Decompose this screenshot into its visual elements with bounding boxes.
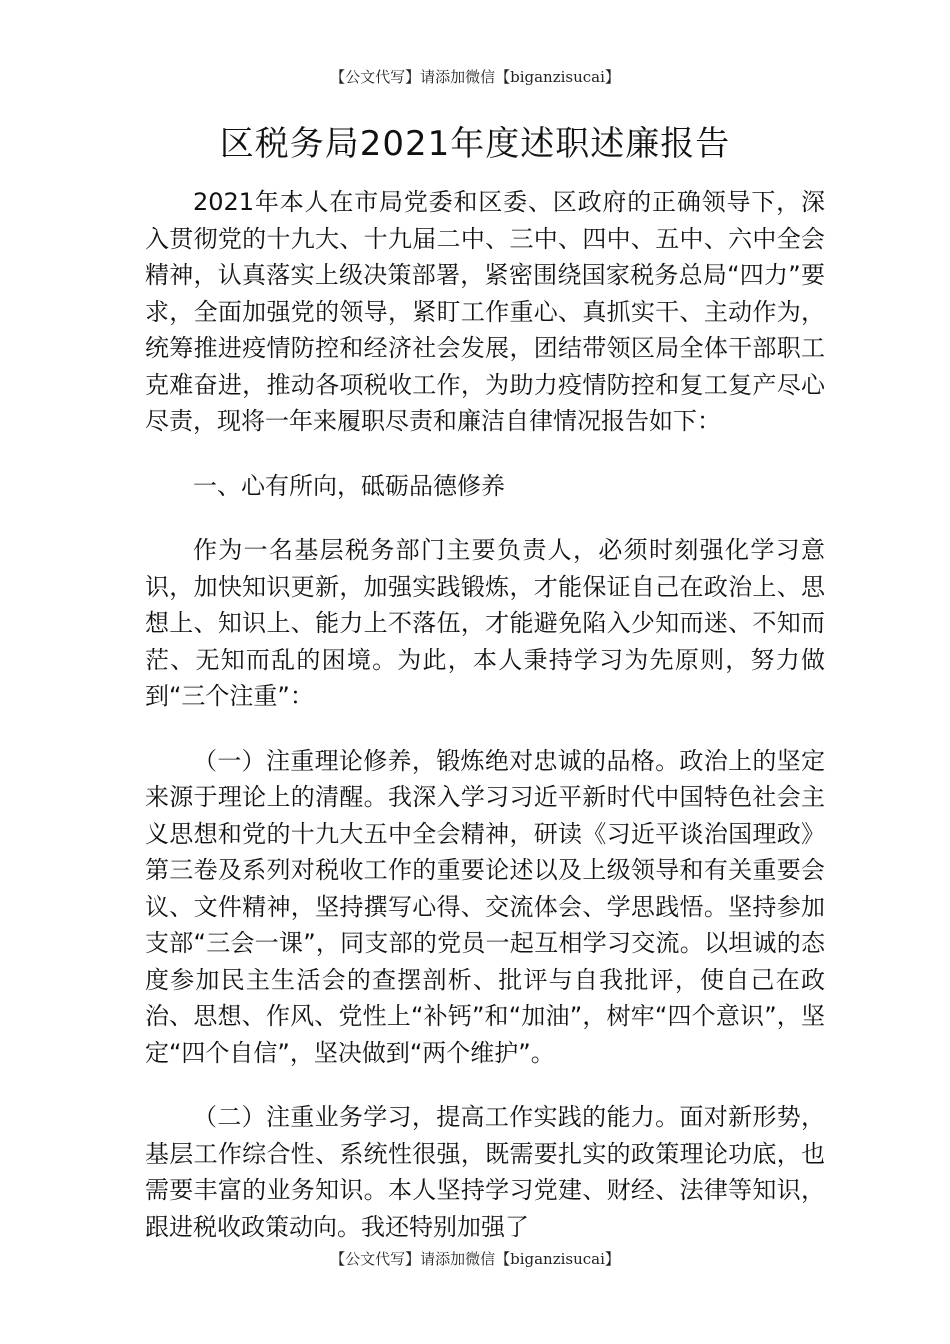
intro-paragraph: 2021年本人在市局党委和区委、区政府的正确领导下，深入贯彻党的十九大、十九届二中、三中、四中、五中、六中全会精神，认真落实上级决策部署，紧密围绕国家税务总局“四力”要求，全面加强党的领导，紧盯工作重心、真抓实干、主动作为，统筹推进疫情防控和经济社会发展，团结带领区局全体干部职工克难奋进，推动各项税收工作，为助力疫情防控和复工复产尽心尽责，现将一年来履职尽责和廉洁自律情况报告如下：	[145, 188, 825, 435]
page-footer-watermark: 【公文代写】请添加微信【biganzisucai】	[330, 1250, 620, 1268]
document-title: 区税务局2021年度述职述廉报告	[219, 124, 731, 164]
subsection-paragraph-2: （二）注重业务学习，提高工作实践的能力。面对新形势，基层工作综合性、系统性很强，既需要扎实的政策理论功底，也需要丰富的业务知识。本人坚持学习党建、财经、法律等知识，跟进税收政策动向。我还特别加强了	[145, 1103, 825, 1241]
section-paragraph: 作为一名基层税务部门主要负责人，必须时刻强化学习意识，加快知识更新，加强实践锻炼，才能保证自己在政治上、思想上、知识上、能力上不落伍，才能避免陷入少知而迷、不知而茫、无知而乱的困境。为此，本人秉持学习为先原则，努力做到“三个注重”：	[145, 536, 825, 710]
document-body	[145, 184, 825, 1273]
section-heading: 一、心有所向，砥砺品德修养	[193, 471, 505, 500]
page-header-watermark: 【公文代写】请添加微信【biganzisucai】	[330, 68, 620, 86]
subsection-paragraph-1: （一）注重理论修养，锻炼绝对忠诚的品格。政治上的坚定来源于理论上的清醒。我深入学习习近平新时代中国特色社会主义思想和党的十九大五中全会精神，研读《习近平谈治国理政》第三卷及系列对税收工作的重要论述以及上级领导和有关重要会议、文件精神，坚持撰写心得、交流体会、学思践悟。坚持参加支部“三会一课”，同支部的党员一起互相学习交流。以坦诚的态度参加民主生活会的查摆剖析、批评与自我批评，使自己在政治、思想、作风、党性上“补钙”和“加油”，树牢“四个意识”，坚定“四个自信”，坚决做到“两个维护”。	[145, 746, 825, 1067]
